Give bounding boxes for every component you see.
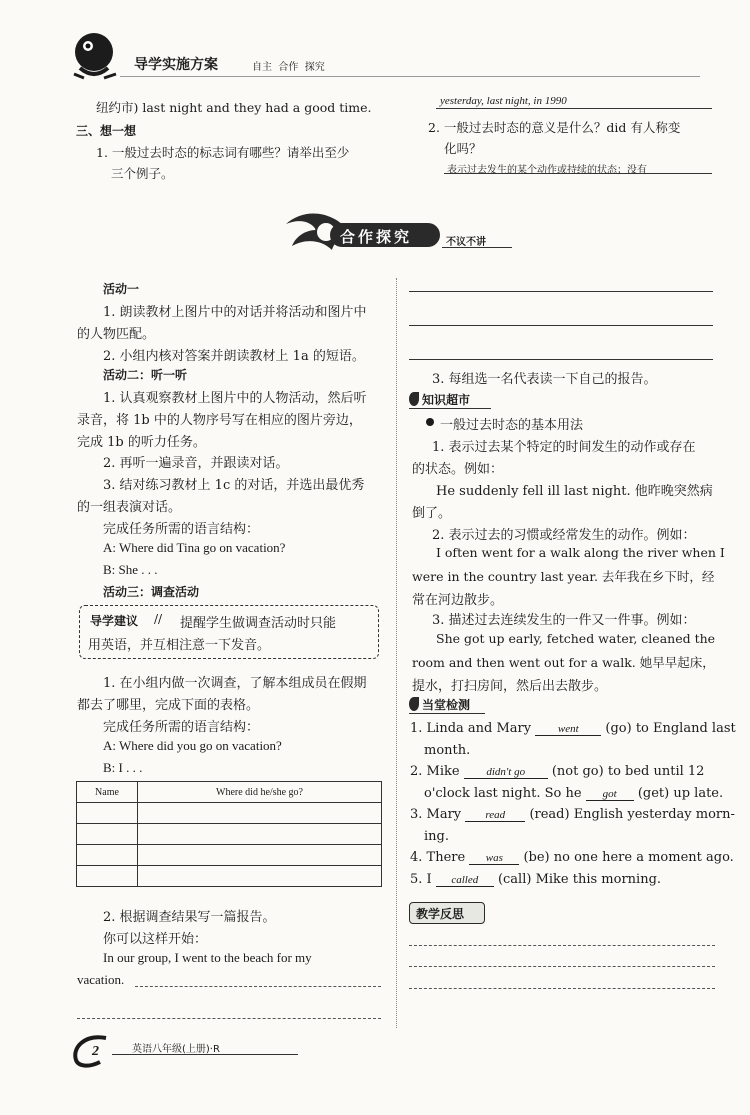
reflection-rule-1: [409, 945, 715, 946]
banner-note-rule: [442, 247, 512, 248]
table-row: [77, 803, 382, 824]
k2-line3: were in the country last year. 去年我在乡下时，经: [412, 569, 715, 584]
a1-line2: 的人物匹配。: [77, 327, 156, 342]
a2-line6: 的一组表演对话。: [77, 500, 182, 515]
think-q2-line2: 化吗？: [444, 141, 482, 156]
k3-line1: 3. 描述过去连续发生的一件又一件事。例如：: [432, 613, 696, 628]
e3-prefix: 3. Mary: [410, 807, 462, 822]
reflection-label: 教学反思: [416, 907, 465, 921]
e2-suffix: (not go) to bed until 12: [551, 764, 705, 779]
k1-line4: 倒了。: [412, 506, 452, 521]
tip-line1: 提醒学生做调查活动时只能: [180, 616, 337, 631]
a2-line8: A: Where did Tina go on vacation?: [103, 540, 286, 555]
k3-line2: She got up early, fetched water, cleaned the: [436, 631, 716, 646]
table-row: [77, 824, 382, 845]
think-q1-line1: 1. 一般过去时态的标志词有哪些？请举出至少: [96, 145, 350, 160]
report-writing-rule-1: [135, 986, 381, 987]
a2-line3: 完成 1b 的听力任务。: [77, 435, 206, 450]
header-title: 导学实施方案: [134, 57, 218, 73]
item3: 3. 每组选一名代表读一下自己的报告。: [432, 372, 657, 387]
check-label: 当堂检测: [422, 698, 471, 712]
footer-rule: [112, 1054, 298, 1055]
reflection-rule-3: [409, 988, 715, 989]
knowledge-icon: [409, 392, 419, 406]
e5-suffix: (call) Mike this morning.: [497, 872, 662, 887]
a2-line4: 2. 再听一遍录音，并跟读对话。: [103, 456, 289, 471]
a2-line7: 完成任务所需的语言结构：: [103, 522, 260, 537]
answer-rule-3: [409, 359, 713, 360]
a3-line4: A: Where did you go on vacation?: [103, 738, 282, 753]
bullet-icon: [426, 418, 434, 426]
knowledge-underline: [409, 408, 491, 409]
e1-answer: went: [535, 723, 601, 736]
report-line2: 你可以这样开始：: [103, 932, 208, 947]
continued-line: 纽约市) last night and they had a good time.: [96, 100, 372, 115]
answer-rule-1: [409, 291, 713, 292]
k1-line2: 的状态。例如：: [412, 462, 504, 477]
survey-header-name: Name: [77, 782, 138, 803]
e5-answer: called: [436, 874, 494, 887]
banner-title: 合作探究: [340, 228, 413, 246]
answer-meaning: 表示过去发生的某个动作或持续的状态；没有: [447, 165, 647, 176]
a3-line3: 完成任务所需的语言结构：: [103, 720, 260, 735]
k3-line3: room and then went out for a walk. 她早早起床，: [412, 655, 715, 670]
think-q1-line2: 三个例子。: [111, 166, 174, 181]
a2-line5: 3. 结对练习教材上 1c 的对话，并选出最优秀: [103, 478, 365, 493]
a3-line2: 都去了哪里，完成下面的表格。: [77, 698, 260, 713]
k3-line4: 提水，打扫房间，然后出去散步。: [412, 679, 608, 694]
report-line1: 2. 根据调查结果写一篇报告。: [103, 910, 276, 925]
e2-middle: o'clock last night. So he: [424, 786, 582, 801]
activity1-title: 活动一: [103, 282, 140, 296]
tip-label: 导学建议: [90, 614, 139, 628]
answer-markers: yesterday, last night, in 1990: [440, 95, 567, 107]
column-divider: [396, 278, 397, 1028]
answer1-rule: [436, 108, 712, 109]
k1-line3: He suddenly fell ill last night. 他昨晚突然病: [436, 484, 713, 499]
k2-line1: 2. 表示过去的习惯或经常发生的动作。例如：: [432, 528, 696, 543]
survey-header-where: Where did he/she go?: [138, 782, 382, 803]
k2-line4: 常在河边散步。: [412, 593, 504, 608]
e3-suffix: (read) English yesterday morn-: [529, 807, 735, 822]
e4-suffix: (be) no one here a moment ago.: [523, 850, 734, 865]
reflection-rule-2: [409, 966, 715, 967]
survey-table: [76, 781, 382, 887]
header-rule: [120, 76, 700, 77]
exercise-3: [410, 807, 735, 822]
page-number: 2: [92, 1044, 99, 1059]
check-icon: [409, 697, 419, 711]
knowledge-title: 一般过去时态的基本用法: [440, 418, 584, 433]
e2-end: (get) up late.: [637, 786, 724, 801]
tip-line2: 用英语，并互相注意一下发音。: [88, 638, 271, 653]
a1-line3: 2. 小组内核对答案并朗读教材上 1a 的短语。: [103, 349, 365, 364]
activity2-title: 活动二：听一听: [103, 368, 188, 382]
e2-prefix: 2. Mike: [410, 764, 460, 779]
report-writing-rule-2: [77, 1018, 381, 1019]
e3-answer: read: [465, 809, 525, 822]
a3-line1: 1. 在小组内做一次调查，了解本组成员在假期: [103, 676, 367, 691]
exercise-2-line2: [424, 786, 723, 801]
answer2-rule: [444, 173, 712, 174]
header-mascot-icon: [66, 28, 126, 87]
tip-slash-icon: //: [154, 612, 163, 626]
report-line3: In our group, I went to the beach for my: [103, 950, 312, 965]
check-underline: [409, 713, 485, 714]
exercise-1: [410, 721, 736, 736]
e2-answer2: got: [586, 788, 634, 801]
header-subtitle: 自主 合作 探究: [252, 62, 325, 73]
exercise-5: [410, 872, 661, 887]
think-q2-line1: 2. 一般过去时态的意义是什么？did 有人称变: [428, 120, 681, 135]
table-row: [77, 866, 382, 887]
answer-rule-2: [409, 325, 713, 326]
exercise-2: [410, 764, 704, 779]
e4-answer: was: [469, 852, 519, 865]
a2-line1: 1. 认真观察教材上图片中的人物活动，然后听: [103, 391, 367, 406]
k2-line2: I often went for a walk along the river when I: [436, 545, 725, 560]
e1-prefix: 1. Linda and Mary: [410, 721, 532, 736]
footer-swoosh-icon: [70, 1034, 110, 1072]
knowledge-label: 知识超市: [422, 393, 471, 407]
k1-line1: 1. 表示过去某个特定的时间发生的动作或存在: [432, 440, 696, 455]
report-line4: vacation.: [77, 972, 125, 987]
a1-line1: 1. 朗读教材上图片中的对话并将活动和图片中: [103, 305, 367, 320]
banner-note: 不议不讲: [446, 237, 486, 248]
footer-book: 英语八年级(上册)·R: [132, 1044, 220, 1055]
a2-line9: B: She . . .: [103, 562, 158, 577]
e3-line2: ing.: [424, 829, 449, 844]
table-row: [77, 845, 382, 866]
a3-line5: B: I . . .: [103, 760, 143, 775]
e1-suffix: (go) to England last: [605, 721, 736, 736]
exercise-4: [410, 850, 734, 865]
e4-prefix: 4. There: [410, 850, 466, 865]
e2-answer: didn't go: [464, 766, 548, 779]
section-think: 三、想一想: [76, 124, 137, 138]
a2-line2: 录音，将 1b 中的人物序号写在相应的图片旁边，: [77, 413, 362, 428]
e1-line2: month.: [424, 743, 471, 758]
activity3-title: 活动三：调查活动: [103, 585, 200, 599]
e5-prefix: 5. I: [410, 872, 432, 887]
